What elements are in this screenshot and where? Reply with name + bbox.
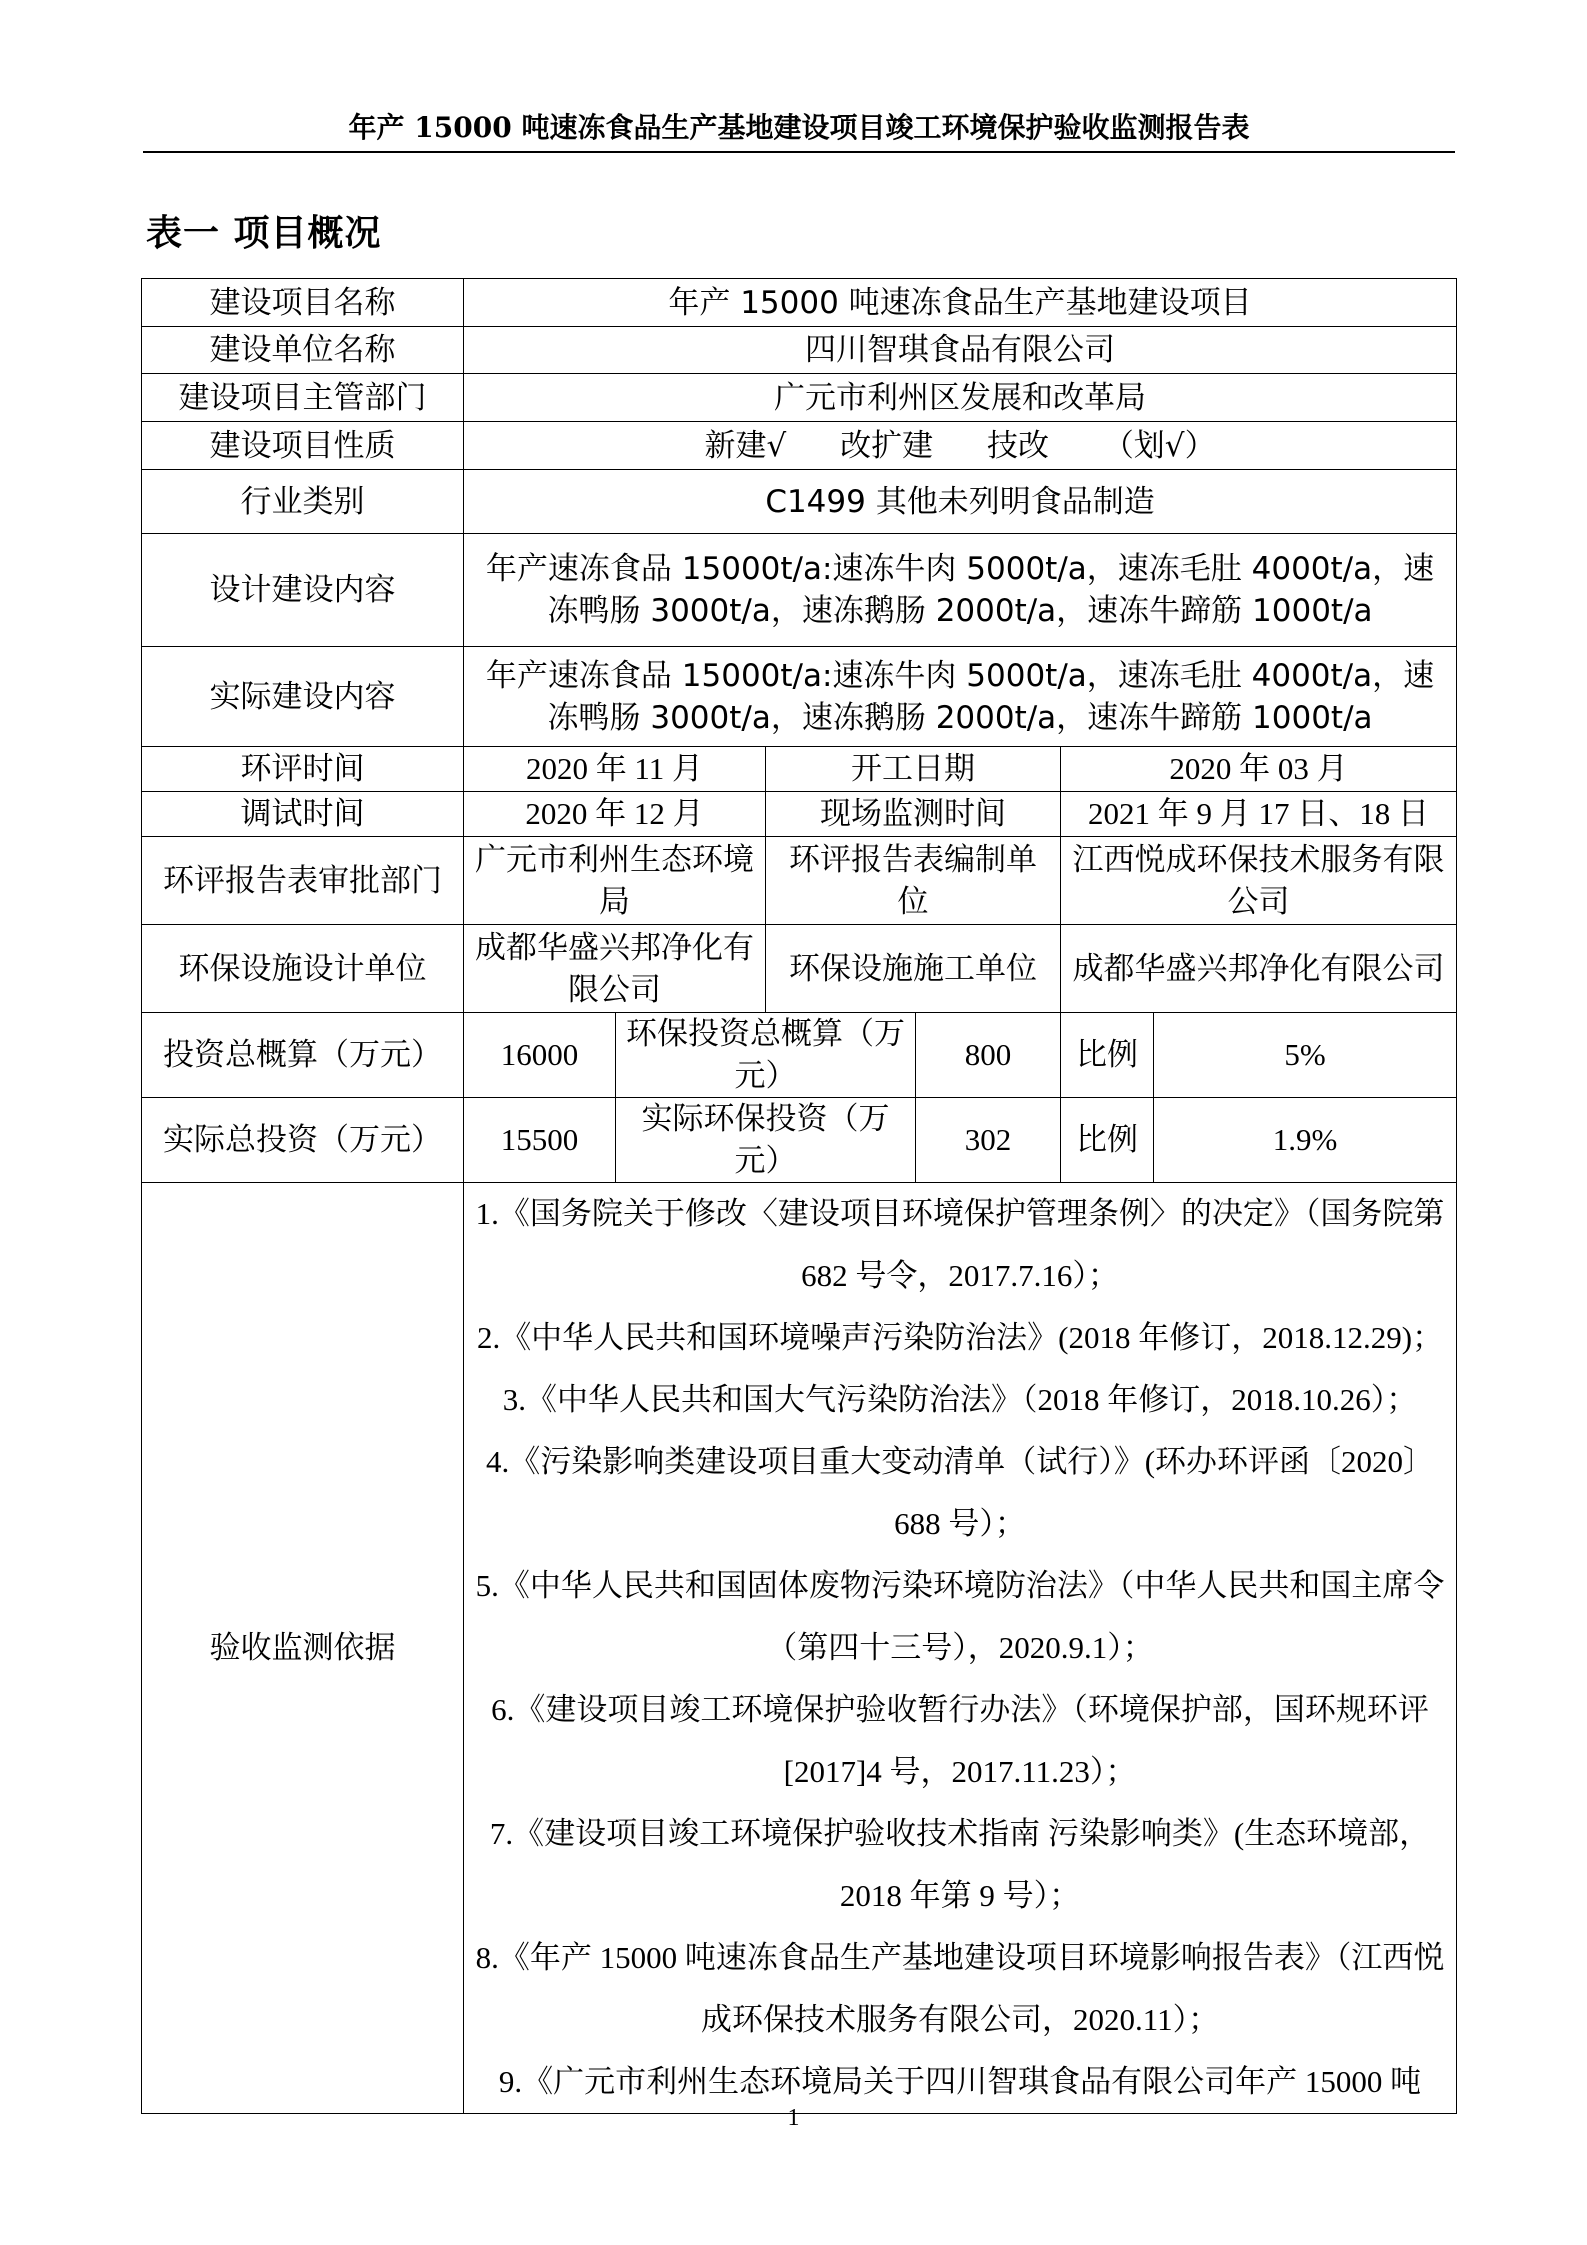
nature-option-renovation: 技改 <box>986 427 1049 464</box>
eia-compiler-value: 江西悦成环保技术服务有限公司 <box>1061 837 1457 925</box>
facility-design-value: 成都华盛兴邦净化有限公司 <box>464 925 766 1013</box>
table-row <box>142 374 1457 422</box>
table-row <box>142 792 1457 837</box>
eia-approval-label: 环评报告表审批部门 <box>142 837 464 925</box>
eia-time-value: 2020 年 11 月 <box>464 747 766 792</box>
nature-options <box>464 422 1457 470</box>
basis-item: 5.《中华人民共和国固体废物污染环境防治法》（中华人民共和国主席令（第四十三号），2020.9.1）； <box>475 1568 1445 1665</box>
actual-ratio-value: 1.9% <box>1154 1098 1457 1183</box>
authority-label: 建设项目主管部门 <box>142 374 464 422</box>
design-content-value: 年产速冻食品 15000t/a:速冻牛肉 5000t/a，速冻毛肚 4000t/a，速冻鸭肠 3000t/a，速冻鹅肠 2000t/a，速冻牛蹄筋 1000t/a <box>464 534 1457 647</box>
basis-item: 1.《国务院关于修改〈建设项目环境保护管理条例〉的决定》（国务院第 682 号令，2017.7.16）； <box>475 1196 1445 1293</box>
debug-time-value: 2020 年 12 月 <box>464 792 766 837</box>
eia-approval-value: 广元市利州生态环境局 <box>464 837 766 925</box>
section-title: 表一 项目概况 <box>146 212 382 254</box>
env-budget-label: 环保投资总概算（万元） <box>616 1013 916 1098</box>
table-row <box>142 647 1457 747</box>
actual-invest-value: 15500 <box>464 1098 616 1183</box>
env-budget-value: 800 <box>916 1013 1061 1098</box>
page-header-title: 年产 15000 吨速冻食品生产基地建设项目竣工环境保护验收监测报告表 <box>348 111 1250 144</box>
page-number: 1 <box>787 2105 800 2131</box>
nature-option-note: （划√） <box>1102 427 1216 464</box>
basis-item: 8.《年产 15000 吨速冻食品生产基地建设项目环境影响报告表》（江西悦成环保技术服务有限公司，2020.11）； <box>475 1940 1445 2037</box>
table-row <box>142 534 1457 647</box>
unit-name-value: 四川智琪食品有限公司 <box>464 327 1457 374</box>
project-name-value: 年产 15000 吨速冻食品生产基地建设项目 <box>464 279 1457 327</box>
table-row <box>142 925 1457 1013</box>
nature-option-new: 新建√ <box>704 427 787 464</box>
nature-option-expansion: 改扩建 <box>840 427 934 464</box>
header-divider <box>143 151 1455 153</box>
basis-item: 7.《建设项目竣工环境保护验收技术指南 污染影响类》(生态环境部，2018 年第 9 号）； <box>489 1816 1431 1913</box>
table-row <box>142 422 1457 470</box>
table-row <box>142 470 1457 534</box>
industry-value: C1499 其他未列明食品制造 <box>464 470 1457 534</box>
table-row <box>142 327 1457 374</box>
facility-build-label: 环保设施施工单位 <box>766 925 1061 1013</box>
basis-item: 9.《广元市利州生态环境局关于四川智琪食品有限公司年产 15000 吨 <box>498 2064 1422 2099</box>
table-row <box>142 1183 1457 2114</box>
unit-name-label: 建设单位名称 <box>142 327 464 374</box>
actual-content-value: 年产速冻食品 15000t/a:速冻牛肉 5000t/a，速冻毛肚 4000t/a，速冻鸭肠 3000t/a，速冻鹅肠 2000t/a，速冻牛蹄筋 1000t/a <box>464 647 1457 747</box>
industry-label: 行业类别 <box>142 470 464 534</box>
budget-ratio-label: 比例 <box>1061 1013 1154 1098</box>
design-content-label: 设计建设内容 <box>142 534 464 647</box>
actual-env-invest-value: 302 <box>916 1098 1061 1183</box>
authority-value: 广元市利州区发展和改革局 <box>464 374 1457 422</box>
monitor-time-label: 现场监测时间 <box>766 792 1061 837</box>
budget-ratio-value: 5% <box>1154 1013 1457 1098</box>
budget-value: 16000 <box>464 1013 616 1098</box>
budget-label: 投资总概算（万元） <box>142 1013 464 1098</box>
actual-env-invest-label: 实际环保投资（万元） <box>616 1098 916 1183</box>
table-row <box>142 1013 1457 1098</box>
eia-compiler-label: 环评报告表编制单位 <box>766 837 1061 925</box>
table-row <box>142 1098 1457 1183</box>
basis-list <box>464 1183 1457 2114</box>
start-date-label: 开工日期 <box>766 747 1061 792</box>
table-row <box>142 747 1457 792</box>
debug-time-label: 调试时间 <box>142 792 464 837</box>
eia-time-label: 环评时间 <box>142 747 464 792</box>
start-date-value: 2020 年 03 月 <box>1061 747 1457 792</box>
nature-label: 建设项目性质 <box>142 422 464 470</box>
actual-ratio-label: 比例 <box>1061 1098 1154 1183</box>
project-name-label: 建设项目名称 <box>142 279 464 327</box>
basis-item: 3.《中华人民共和国大气污染防治法》（2018 年修订，2018.10.26）； <box>502 1382 1418 1417</box>
actual-content-label: 实际建设内容 <box>142 647 464 747</box>
facility-build-value: 成都华盛兴邦净化有限公司 <box>1061 925 1457 1013</box>
basis-item: 6.《建设项目竣工环境保护验收暂行办法》（环境保护部，国环规环评[2017]4 号，2017.11.23）； <box>491 1692 1429 1789</box>
project-overview-table <box>141 278 1457 2114</box>
actual-invest-label: 实际总投资（万元） <box>142 1098 464 1183</box>
facility-design-label: 环保设施设计单位 <box>142 925 464 1013</box>
basis-item: 4.《污染影响类建设项目重大变动清单（试行）》(环办环评函〔2020〕688 号）； <box>485 1444 1435 1541</box>
basis-item: 2.《中华人民共和国环境噪声污染防治法》(2018 年修订，2018.12.29)； <box>476 1320 1444 1355</box>
basis-label: 验收监测依据 <box>142 1183 464 2114</box>
table-row <box>142 279 1457 327</box>
table-row <box>142 837 1457 925</box>
monitor-time-value: 2021 年 9 月 17 日、18 日 <box>1061 792 1457 837</box>
